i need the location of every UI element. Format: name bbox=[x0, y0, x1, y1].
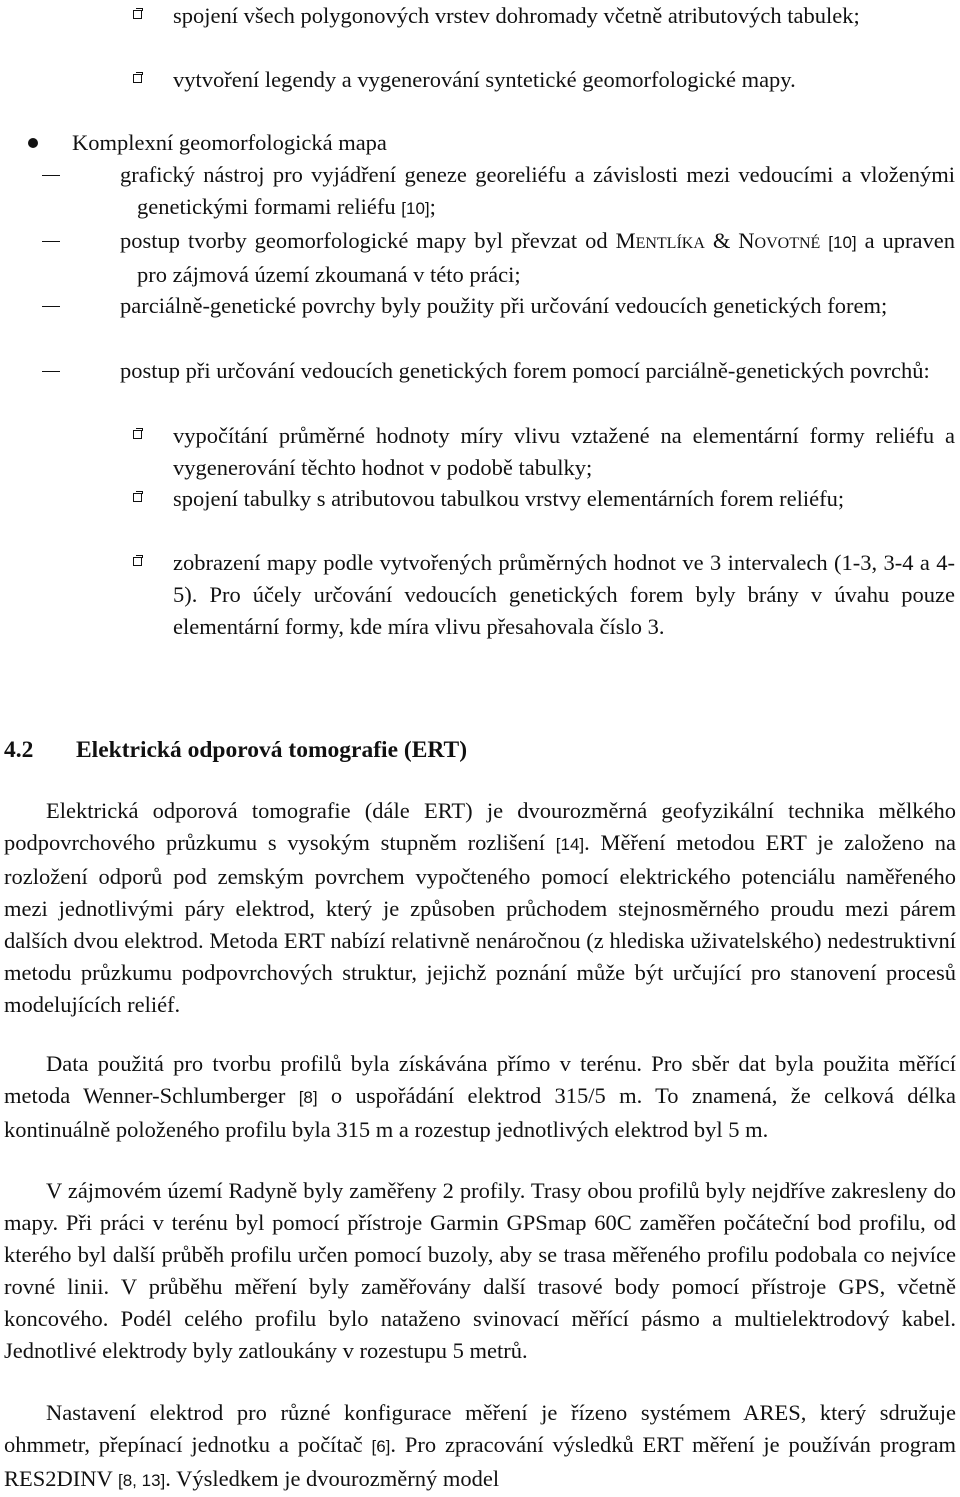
dash-bullet-icon bbox=[42, 306, 60, 307]
dash-list-item bbox=[120, 290, 955, 322]
citation: [6] bbox=[371, 1437, 391, 1456]
item-text: postup tvorby geomorfologické mapy byl převzat od bbox=[120, 228, 616, 253]
round-bullet-icon bbox=[28, 138, 38, 148]
item-text: grafický nástroj pro vyjádření geneze georeliéfu a závislosti mezi vedoucími a vloženými genetickými formami reliéfu bbox=[120, 162, 955, 219]
item-text: parciálně-genetické povrchy byly použity při určování vedoucích genetických forem; bbox=[120, 293, 888, 318]
section-title: Elektrická odporová tomografie (ERT) bbox=[76, 737, 468, 763]
item-text: postup při určování vedoucích genetických forem pomocí parciálně-genetických povrchů: bbox=[120, 358, 930, 383]
dash-list-item bbox=[120, 159, 955, 225]
paragraph bbox=[4, 1397, 956, 1497]
dash-bullet-icon bbox=[42, 371, 60, 372]
paragraph-text: . Pro zpracování výsledků ERT měření je používán program RES2DINV bbox=[4, 1432, 956, 1491]
dash-list-item bbox=[120, 225, 955, 291]
item-text-end: ; bbox=[429, 194, 436, 219]
paragraph-text: V zájmovém území Radyně byly zaměřeny 2 profily. Trasy obou profilů byly nejdříve zakresleny do mapy. Při práci v terénu byl pomocí přístroje Garmin GPSmap 60C zaměřen počáteční bod profilu, od kterého byl další průběh profilu určen pomocí buzoly, aby se trasa měřeného profilu podobala co nejvíce rovné linii. V průběhu měření byly zaměřovány další trasové body pomocí přístroje GPS, včetně koncového. Podél celého profilu bylo nataženo svinovací měřící pásmo a multielektrodový kabel. Jednotlivé elektrody byly zatloukány v rozestupu 5 metrů. bbox=[4, 1178, 956, 1363]
list-item bbox=[173, 420, 955, 484]
bullet-heading-text: Komplexní geomorfologická mapa bbox=[72, 130, 387, 155]
list-item bbox=[173, 483, 955, 515]
paragraph bbox=[4, 1175, 956, 1367]
bullet-heading bbox=[72, 127, 387, 159]
list-item-text: spojení tabulky s atributovou tabulkou vrstvy elementárních forem reliéfu; bbox=[173, 486, 845, 511]
citation: [8] bbox=[298, 1088, 318, 1107]
list-item-text: vypočítání průměrné hodnoty míry vlivu vztažené na elementární formy reliéfu a vygenerování těchto hodnot v podobě tabulky; bbox=[173, 423, 955, 480]
paragraph-text: o uspořádání elektrod 315/5 m. To znamená, že celková délka kontinuálně položeného profilu byla 315 m a rozestup jednotlivých elektrod byl 5 m. bbox=[4, 1083, 956, 1142]
section-number: 4.2 bbox=[4, 737, 34, 763]
citation: [10] bbox=[828, 233, 857, 252]
square-bullet-icon bbox=[133, 493, 142, 502]
author-name: Mentlíka bbox=[615, 228, 705, 253]
dash-bullet-icon bbox=[42, 241, 60, 242]
citation: [14] bbox=[555, 835, 585, 854]
item-text-end: a upraven pro zájmová území zkoumaná v této práci; bbox=[137, 228, 955, 287]
paragraph-text: . Měření metodou ERT je založeno na rozložení odporů pod zemským povrchem vypočteného pomocí elektrického potenciálu naměřeného mezi jednotlivými páry elektrod, který je způsoben průchodem stejnosměrného proudu mezi párem dalších dvou elektrod. Metoda ERT nabízí relativně nenáročnou (z hlediska uživatelského) nedestruktivní metodu průzkumu podpovrchových struktur, jejichž poznání může být určující pro stanovení procesů modelujících reliéf. bbox=[4, 830, 957, 1017]
dash-bullet-icon bbox=[42, 175, 60, 176]
list-item-text: zobrazení mapy podle vytvořených průměrných hodnot ve 3 intervalech (1-3, 3-4 a 4-5). Pro účely určování vedoucích genetických forem byly brány v úvahu pouze elementární formy, kde míra vlivu přesahovala číslo 3. bbox=[173, 550, 955, 639]
paragraph-text: Elektrická odporová tomografie (dále ERT) je dvourozměrná geofyzikální technika mělkého podpovrchového průzkumu s vysokým stupněm rozlišení bbox=[4, 798, 956, 855]
list-item-text: vytvoření legendy a vygenerování syntetické geomorfologické mapy. bbox=[173, 67, 796, 92]
paragraph bbox=[4, 1048, 956, 1146]
citation: [10] bbox=[401, 199, 430, 218]
paragraph-text: . Výsledkem je dvourozměrný model bbox=[165, 1466, 500, 1491]
paragraph-text: Data použitá pro tvorbu profilů byla získávána přímo v terénu. Pro sběr dat byla použita měřící metoda Wenner-Schlumberger bbox=[4, 1051, 956, 1108]
paragraph-text: Nastavení elektrod pro různé konfigurace měření je řízeno systémem ARES, který sdružuje ohmmetr, přepínací jednotku a počítač bbox=[4, 1400, 956, 1457]
author-name: Novotné bbox=[738, 228, 821, 253]
square-bullet-icon bbox=[133, 557, 142, 566]
list-item-text: spojení všech polygonových vrstev dohromady včetně atributových tabulek; bbox=[173, 3, 860, 28]
square-bullet-icon bbox=[133, 430, 142, 439]
list-item bbox=[173, 64, 955, 96]
square-bullet-icon bbox=[133, 10, 142, 19]
dash-list-item bbox=[120, 355, 955, 387]
citation: [8, 13] bbox=[117, 1471, 166, 1490]
paragraph bbox=[4, 795, 956, 1021]
square-bullet-icon bbox=[133, 74, 142, 83]
list-item bbox=[173, 547, 955, 643]
ampersand: & bbox=[704, 228, 739, 253]
list-item bbox=[173, 0, 955, 32]
